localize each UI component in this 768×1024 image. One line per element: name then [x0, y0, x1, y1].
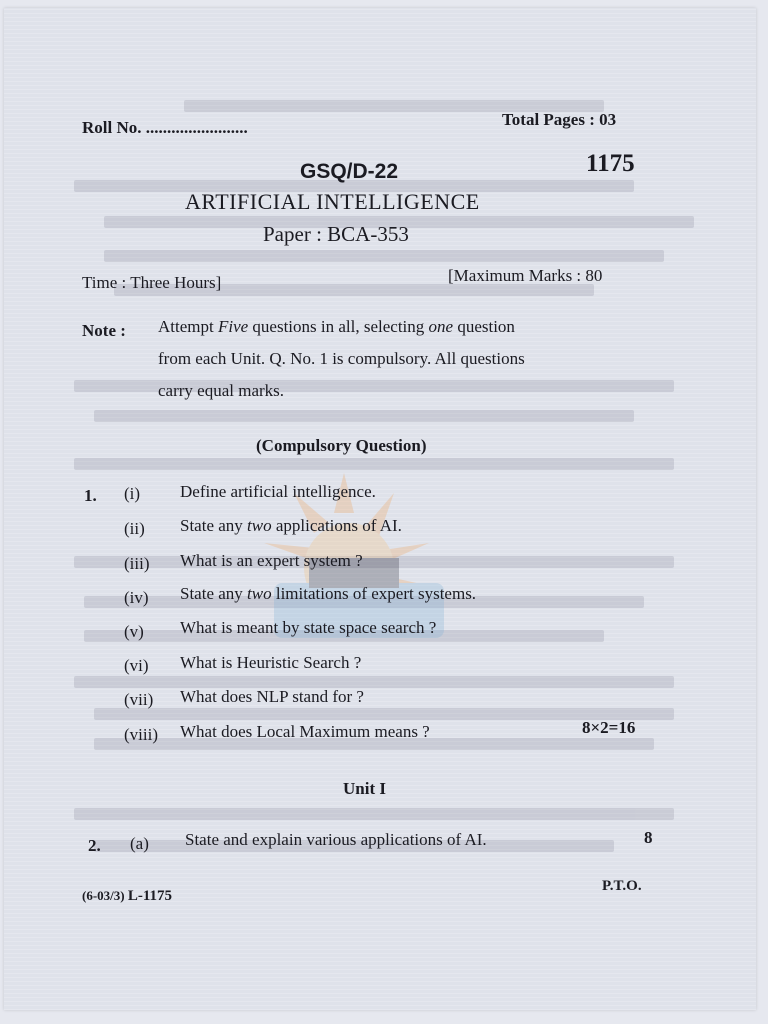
- sub-question-text: What is Heuristic Search ?: [180, 653, 362, 672]
- sub-question-text: [180, 516, 402, 536]
- sub-question-number: (iii): [124, 554, 150, 573]
- question-2-part: (a): [130, 834, 149, 853]
- roll-number-field: Roll No. ........................: [82, 118, 248, 137]
- paper-number: 1175: [586, 150, 635, 177]
- sub-question-number: (v): [124, 622, 144, 641]
- footer-code-b: L-1175: [127, 888, 173, 904]
- sub-question-emphasis: two: [247, 584, 272, 603]
- note-emphasis: Five: [217, 317, 249, 336]
- sub-question-text: Define artificial intelligence.: [180, 482, 376, 501]
- question-2-number: 2.: [88, 836, 101, 855]
- sub-question-text: What is meant by state space search ?: [180, 618, 437, 637]
- exam-duration: Time : Three Hours]: [82, 273, 222, 292]
- sub-question-number: (i): [124, 484, 141, 503]
- sub-question-text-part: limitations of expert systems.: [275, 584, 477, 603]
- footer-code-a: (6-03/3): [82, 888, 125, 903]
- total-pages: Total Pages : 03: [502, 110, 617, 129]
- note-line-3: carry equal marks.: [158, 381, 285, 400]
- sub-question-number: (vii): [124, 690, 154, 709]
- question-2-text: State and explain various applications of AI.: [185, 830, 487, 849]
- sub-question-number: (vi): [124, 656, 149, 675]
- sub-question-text-part: State any: [180, 584, 243, 603]
- exam-code: GSQ/D-22: [300, 160, 399, 183]
- note-line-2: from each Unit. Q. No. 1 is compulsory. All questions: [158, 349, 525, 368]
- sub-question-text: What does Local Maximum means ?: [180, 722, 430, 741]
- sub-question-text: What does NLP stand for ?: [180, 687, 364, 706]
- sub-question-text-part: applications of AI.: [275, 516, 402, 535]
- sub-question-text: [180, 584, 476, 604]
- question-1-number: 1.: [84, 486, 97, 505]
- maximum-marks: [Maximum Marks : 80: [448, 266, 603, 285]
- question-2-marks: 8: [644, 828, 653, 847]
- sub-question-number: (ii): [124, 519, 145, 538]
- sub-question-text: What is an expert system ?: [180, 551, 363, 570]
- exam-page: [4, 8, 756, 1010]
- note-label: Note :: [82, 321, 126, 340]
- unit-1-heading: Unit I: [343, 779, 386, 798]
- sub-question-emphasis: two: [247, 516, 272, 535]
- exam-title: ARTIFICIAL INTELLIGENCE: [185, 189, 480, 214]
- sub-question-number: (viii): [124, 725, 158, 744]
- paper-code: Paper : BCA-353: [263, 222, 409, 246]
- note-text: Attempt: [158, 317, 214, 336]
- note-text: question: [457, 317, 515, 336]
- please-turn-over: P.T.O.: [602, 878, 642, 894]
- note-line-1: [158, 317, 515, 337]
- note-emphasis: one: [428, 317, 454, 336]
- compulsory-heading: (Compulsory Question): [256, 436, 427, 455]
- sub-question-text-part: State any: [180, 516, 243, 535]
- sub-question-number: (iv): [124, 588, 149, 607]
- footer-code: [82, 888, 172, 905]
- question-1-marks: 8×2=16: [582, 718, 636, 737]
- note-text: questions in all, selecting: [252, 317, 425, 336]
